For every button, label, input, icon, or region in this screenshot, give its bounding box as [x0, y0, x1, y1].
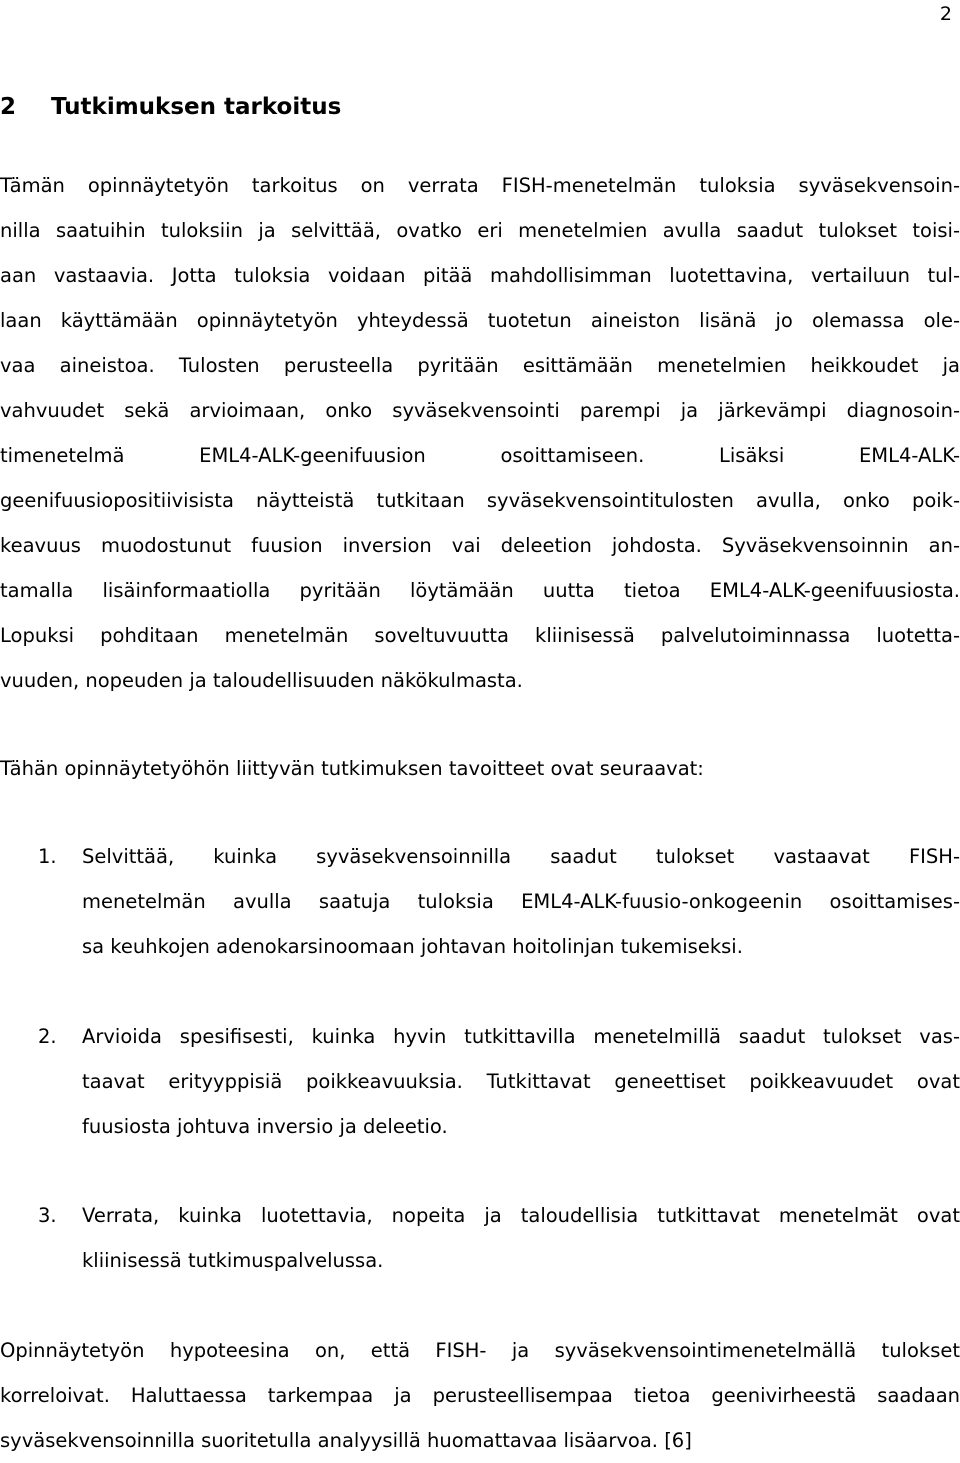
list-marker: 3.: [38, 1204, 57, 1227]
paragraph-line: timenetelmä EML4-ALK-geenifuusion osoittamiseen. Lisäksi EML4-ALK-: [0, 444, 960, 467]
list-marker: 2.: [38, 1025, 57, 1048]
section-number: 2: [0, 94, 17, 120]
list-item-line: Selvittää, kuinka syväsekvensoinnilla saadut tulokset vastaavat FISH-: [82, 845, 960, 868]
paragraph-line: aan vastaavia. Jotta tuloksia voidaan pitää mahdollisimman luotettavina, vertailuun tul-: [0, 264, 960, 287]
paragraph-line: syväsekvensoinnilla suoritetulla analyysillä huomattavaa lisäarvoa. [6]: [0, 1429, 692, 1452]
list-item-line: kliinisessä tutkimuspalvelussa.: [82, 1249, 384, 1272]
section-title: Tutkimuksen tarkoitus: [51, 94, 342, 120]
page-number: 2: [939, 3, 952, 25]
list-item-line: taavat erityyppisiä poikkeavuuksia. Tutkittavat geneettiset poikkeavuudet ovat: [82, 1070, 960, 1093]
paragraph-line: vahvuudet sekä arvioimaan, onko syväsekvensointi parempi ja järkevämpi diagnosoin-: [0, 399, 960, 422]
list-item-line: Arvioida spesifisesti, kuinka hyvin tutkittavilla menetelmillä saadut tulokset vas-: [82, 1025, 960, 1048]
paragraph-line: keavuus muodostunut fuusion inversion vai deleetion johdosta. Syväsekvensoinnin an-: [0, 534, 960, 557]
paragraph-line: Tämän opinnäytetyön tarkoitus on verrata FISH-menetelmän tuloksia syväsekvensoin-: [0, 174, 960, 197]
list-item-line: Verrata, kuinka luotettavia, nopeita ja taloudellisia tutkittavat menetelmät ovat: [82, 1204, 960, 1227]
paragraph-line: Opinnäytetyön hypoteesina on, että FISH- ja syväsekvensointimenetelmällä tulokset: [0, 1339, 960, 1362]
paragraph-line: tamalla lisäinformaatiolla pyritään löytämään uutta tietoa EML4-ALK-geenifuusiosta.: [0, 579, 960, 602]
list-item-line: fuusiosta johtuva inversio ja deleetio.: [82, 1115, 448, 1138]
paragraph-line: geenifuusiopositiivisista näytteistä tutkitaan syväsekvensointitulosten avulla, onko poik-: [0, 489, 960, 512]
list-marker: 1.: [38, 845, 57, 868]
intro-paragraph: [0, 163, 960, 703]
hypothesis-paragraph: [0, 1328, 960, 1463]
paragraph-line: Tähän opinnäytetyöhön liittyvän tutkimuksen tavoitteet ovat seuraavat:: [0, 757, 704, 780]
paragraph-line: vaa aineistoa. Tulosten perusteella pyritään esittämään menetelmien heikkoudet ja: [0, 354, 960, 377]
paragraph-line: nilla saatuihin tuloksiin ja selvittää, ovatko eri menetelmien avulla saadut tulokset toisi-: [0, 219, 960, 242]
section-heading: [0, 92, 341, 122]
list-item-line: sa keuhkojen adenokarsinoomaan johtavan hoitolinjan tukemiseksi.: [82, 935, 743, 958]
paragraph-line: vuuden, nopeuden ja taloudellisuuden näkökulmasta.: [0, 669, 523, 692]
goals-intro: [0, 746, 960, 791]
paragraph-line: korreloivat. Haluttaessa tarkempaa ja perusteellisempaa tietoa geenivirheestä saadaan: [0, 1384, 960, 1407]
list-item-line: menetelmän avulla saatuja tuloksia EML4-ALK-fuusio-onkogeenin osoittamises-: [82, 890, 960, 913]
paragraph-line: laan käyttämään opinnäytetyön yhteydessä tuotetun aineiston lisänä jo olemassa ole-: [0, 309, 960, 332]
paragraph-line: Lopuksi pohditaan menetelmän soveltuvuutta kliinisessä palvelutoiminnassa luotetta-: [0, 624, 960, 647]
